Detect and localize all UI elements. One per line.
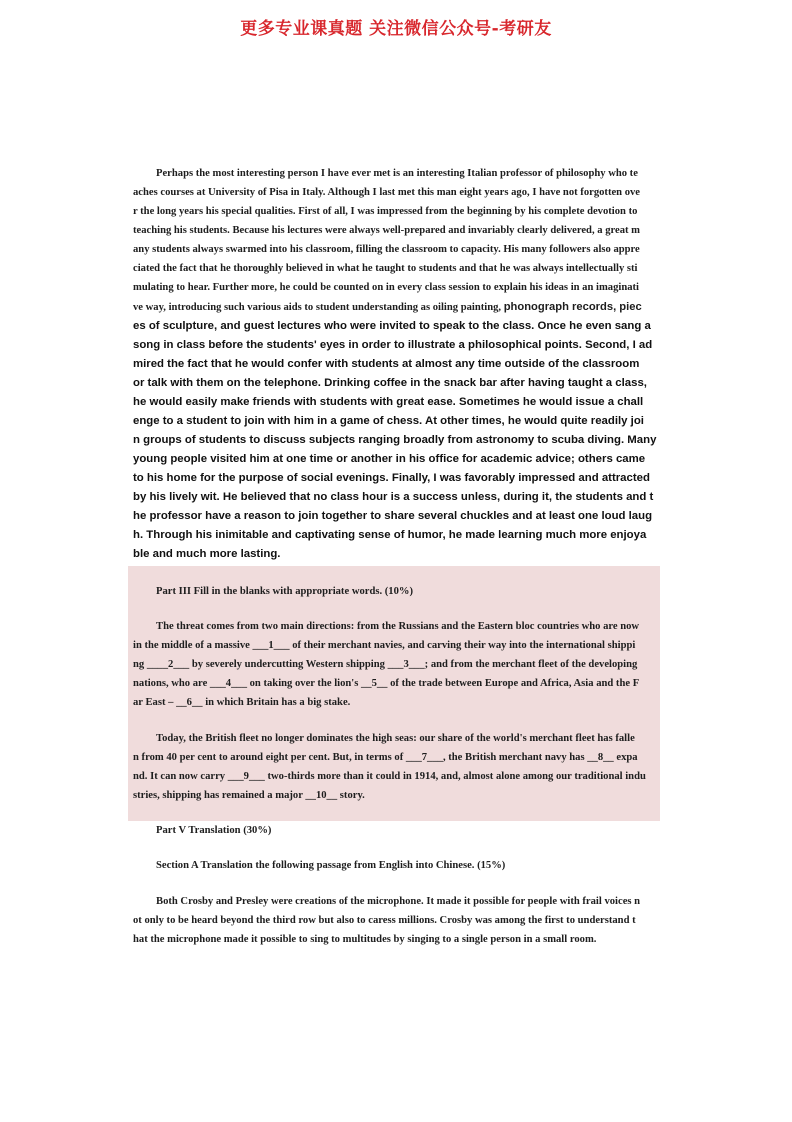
section-a-heading: Section A Translation the following passage from English into Chinese. (15%) — [156, 860, 506, 871]
passage-line: mulating to hear. Further more, he could be counted on in every class session to explain his ideas in an imaginati — [133, 282, 639, 293]
passage-line: r the long years his special qualities. First of all, I was impressed from the beginning by his complete devotion to — [133, 206, 638, 217]
part5-line: Both Crosby and Presley were creations of the microphone. It made it possible for people with frail voices n — [156, 896, 641, 907]
passage-line: ble and much more lasting. — [133, 548, 281, 560]
passage-line: or talk with them on the telephone. Drinking coffee in the snack bar after having taught a class, — [133, 377, 647, 389]
passage-line: he professor have a reason to join together to share several chuckles and at least one loud laug — [133, 510, 653, 522]
passage-line: es of sculpture, and guest lectures who were invited to speak to the class. Once he even sang a — [133, 320, 651, 332]
passage-line: by his lively wit. He believed that no class hour is a success unless, during it, the students and t — [133, 491, 654, 503]
part3-highlight-box — [128, 566, 660, 821]
passage-line: n groups of students to discuss subjects ranging broadly from astronomy to scuba diving. Many — [133, 434, 657, 446]
passage-line: to his home for the purpose of social evenings. Finally, I was favorably impressed and attracted — [133, 472, 650, 484]
part5-line: hat the microphone made it possible to sing to multitudes by singing to a single person in a small room. — [133, 934, 597, 945]
part3-line: ar East – __6__ in which Britain has a big stake. — [133, 697, 351, 708]
passage-line: Perhaps the most interesting person I have ever met is an interesting Italian professor of philosophy who te — [156, 168, 638, 179]
passage-line: h. Through his inimitable and captivating sense of humor, he made learning much more enjoya — [133, 529, 647, 541]
passage-line — [133, 301, 642, 313]
part3-line: in the middle of a massive ___1___ of their merchant navies, and carving their way into the international shippi — [133, 640, 636, 651]
part3-line: n from 40 per cent to around eight per cent. But, in terms of ___7___, the British merchant navy has __8__ expa — [133, 752, 638, 763]
part5-line: ot only to be heard beyond the third row but also to caress millions. Crosby was among the first to understand t — [133, 915, 636, 926]
passage-line: enge to a student to join with him in a game of chess. At other times, he would quite readily joi — [133, 415, 644, 427]
passage-line: song in class before the students' eyes in order to illustrate a philosophical points. Second, I ad — [133, 339, 653, 351]
passage-line-serif-part: ve way, introducing such various aids to student understanding as oiling painting, — [133, 302, 502, 313]
passage-line: young people visited him at one time or another in his office for academic advice; others came — [133, 453, 646, 465]
passage-line: teaching his students. Because his lectures were always well-prepared and invariably clearly delivered, a great m — [133, 225, 640, 236]
passage-line: any students always swarmed into his classroom, filling the classroom to capacity. His many followers also appre — [133, 244, 640, 255]
promo-banner: 更多专业课真题 关注微信公众号-考研友 — [240, 19, 552, 39]
part3-line: The threat comes from two main directions: from the Russians and the Eastern bloc countries who are now — [156, 621, 640, 632]
part3-line: ng ____2___ by severely undercutting Western shipping ___3___; and from the merchant fleet of the developing — [133, 659, 638, 670]
passage-line-sans-part: phonograph records, piec — [503, 301, 642, 313]
part3-line: nd. It can now carry ___9___ two-thirds more than it could in 1914, and, almost alone among our traditional indu — [133, 771, 646, 782]
part3-line: nations, who are ___4___ on taking over the lion's __5__ of the trade between Europe and Africa, Asia and the F — [133, 678, 640, 689]
passage-line: he would easily make friends with students with great ease. Sometimes he would issue a chall — [133, 396, 644, 408]
passage-line: mired the fact that he would confer with students at almost any time outside of the classroom — [133, 358, 640, 370]
part3-line: stries, shipping has remained a major __10__ story. — [133, 790, 365, 801]
passage-line: ciated the fact that he thoroughly believed in what he taught to students and that he was always intellectually sti — [133, 263, 638, 274]
part3-heading: Part III Fill in the blanks with appropriate words. (10%) — [156, 586, 414, 597]
part3-line: Today, the British fleet no longer dominates the high seas: our share of the world's merchant fleet has falle — [156, 733, 635, 744]
part5-heading: Part V Translation (30%) — [156, 825, 272, 836]
passage-line: aches courses at University of Pisa in Italy. Although I last met this man eight years ago, I have not forgotten ove — [133, 187, 641, 198]
